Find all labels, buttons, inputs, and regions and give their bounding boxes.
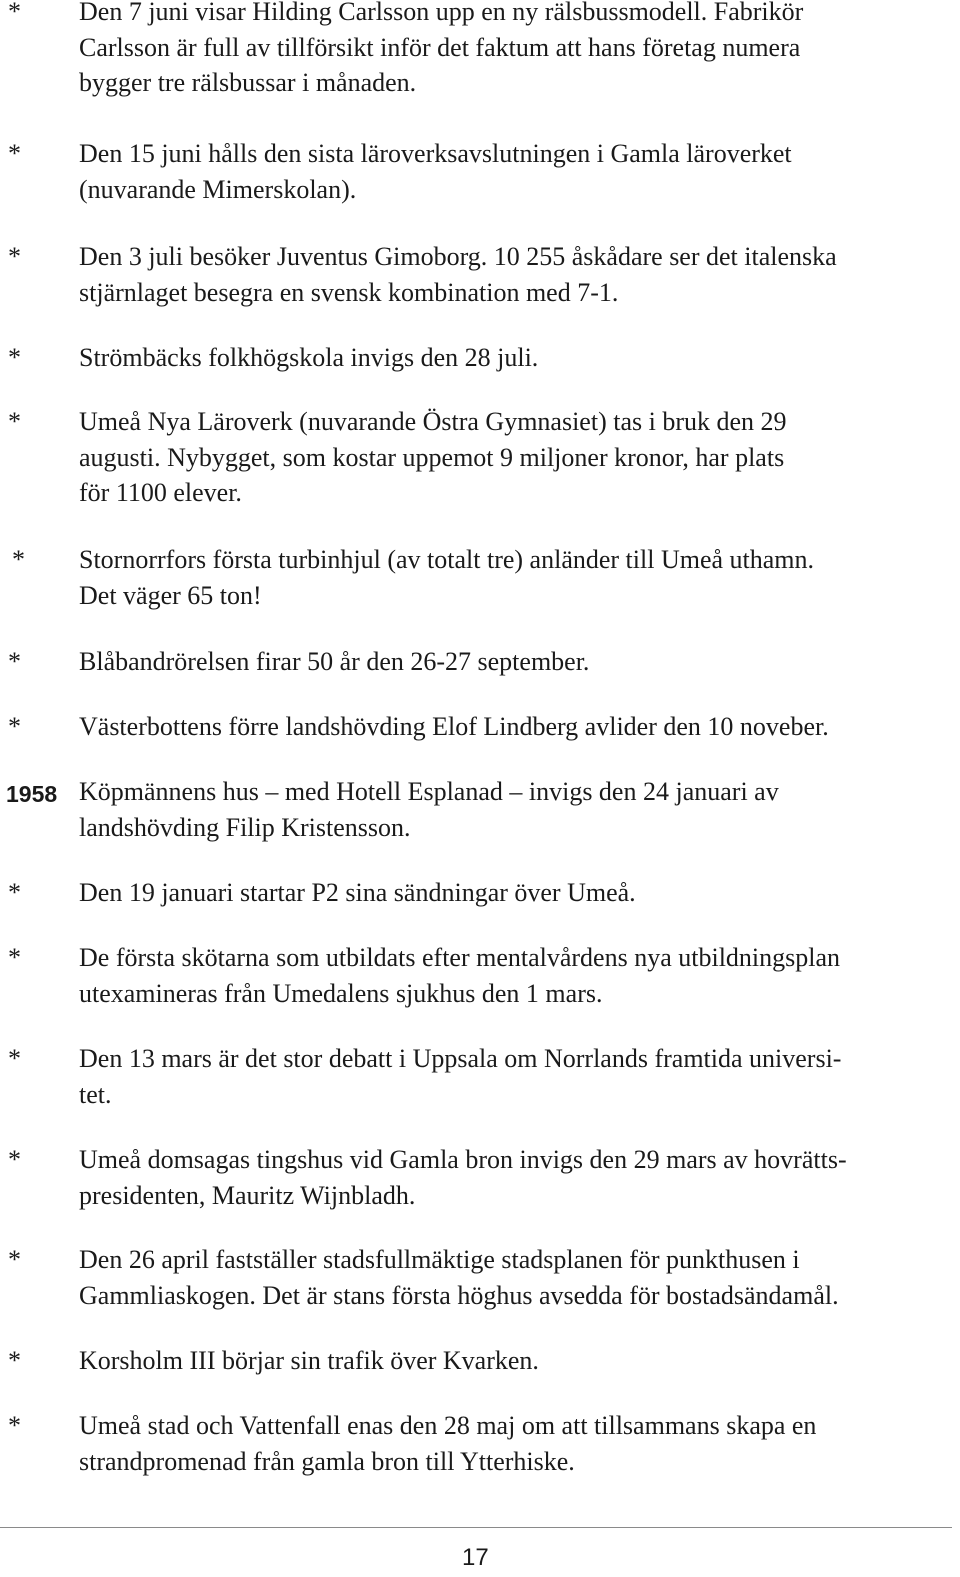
- entry-text-line: stjärnlaget besegra en svensk kombination med 7-1.: [79, 277, 619, 307]
- entry-text-line: De första skötarna som utbildats efter mentalvårdens nya utbildningsplan: [79, 943, 841, 972]
- entry-text-line: Den 19 januari startar P2 sina sändningar över Umeå.: [79, 878, 636, 907]
- bullet-marker: *: [8, 1044, 21, 1073]
- bullet-marker: *: [8, 1245, 21, 1274]
- entry-text-line: Den 15 juni hålls den sista läroverksavslutningen i Gamla läroverket: [79, 139, 792, 168]
- entry-text-line: Den 13 mars är det stor debatt i Uppsala om Norrlands framtida universi-: [79, 1044, 842, 1073]
- bullet-marker: *: [8, 712, 21, 741]
- entry-text-line: landshövding Filip Kristensson.: [79, 812, 411, 842]
- entry-text-line: Umeå Nya Läroverk (nuvarande Östra Gymnasiet) tas i bruk den 29: [79, 407, 787, 436]
- entry-text-line: Gammliaskogen. Det är stans första höghus avsedda för bostadsändamål.: [79, 1280, 839, 1310]
- footer-divider: [0, 1527, 952, 1528]
- year-marker: 1958: [6, 781, 58, 807]
- entry-text-line: Strömbäcks folkhögskola invigs den 28 juli.: [79, 343, 539, 372]
- bullet-marker: *: [8, 0, 21, 26]
- entry-text-line: presidenten, Mauritz Wijnbladh.: [79, 1180, 416, 1210]
- bullet-marker: *: [8, 878, 21, 907]
- bullet-marker: *: [8, 407, 21, 436]
- entry-text-line: Carlsson är full av tillförsikt inför det faktum att hans företag numera: [79, 32, 801, 62]
- entry-text-line: Köpmännens hus – med Hotell Esplanad – invigs den 24 januari av: [79, 777, 779, 806]
- entry-text-line: Stornorrfors första turbinhjul (av totalt tre) anländer till Umeå uthamn.: [79, 545, 815, 574]
- bullet-marker: *: [8, 1346, 21, 1375]
- bullet-marker: *: [8, 943, 21, 972]
- entry-text-line: tet.: [79, 1079, 112, 1109]
- entry-text-line: (nuvarande Mimerskolan).: [79, 174, 357, 204]
- bullet-marker: *: [8, 1145, 21, 1174]
- entry-text-line: Korsholm III börjar sin trafik över Kvarken.: [79, 1346, 539, 1375]
- entry-text-line: bygger tre rälsbussar i månaden.: [79, 68, 417, 97]
- entry-text-line: Umeå stad och Vattenfall enas den 28 maj om att tillsammans skapa en: [79, 1411, 817, 1440]
- entry-text-line: utexamineras från Umedalens sjukhus den 1 mars.: [79, 978, 603, 1008]
- entry-text-line: Den 3 juli besöker Juventus Gimoborg. 10 255 åskådare ser det italenska: [79, 242, 837, 271]
- entry-text-line: Det väger 65 ton!: [79, 580, 262, 610]
- bullet-marker: *: [8, 1411, 21, 1440]
- bullet-marker: *: [12, 545, 25, 574]
- bullet-marker: *: [8, 139, 21, 168]
- page-number: 17: [462, 1544, 489, 1571]
- entry-text-line: Västerbottens förre landshövding Elof Lindberg avlider den 10 noveber.: [79, 712, 829, 741]
- entry-text-line: Umeå domsagas tingshus vid Gamla bron invigs den 29 mars av hovrätts-: [79, 1145, 847, 1174]
- entry-text-line: Den 26 april fastställer stadsfullmäktige stadsplanen för punkthusen i: [79, 1245, 800, 1274]
- entry-text-line: augusti. Nybygget, som kostar uppemot 9 miljoner kronor, har plats: [79, 442, 785, 472]
- entry-text-line: för 1100 elever.: [79, 478, 242, 507]
- entry-text-line: Blåbandrörelsen firar 50 år den 26-27 september.: [79, 647, 590, 676]
- bullet-marker: *: [8, 343, 21, 372]
- bullet-marker: *: [8, 242, 21, 271]
- entry-text-line: strandpromenad från gamla bron till Ytterhiske.: [79, 1446, 575, 1476]
- bullet-marker: *: [8, 647, 21, 676]
- entry-text-line: Den 7 juni visar Hilding Carlsson upp en ny rälsbussmodell. Fabrikör: [79, 0, 804, 26]
